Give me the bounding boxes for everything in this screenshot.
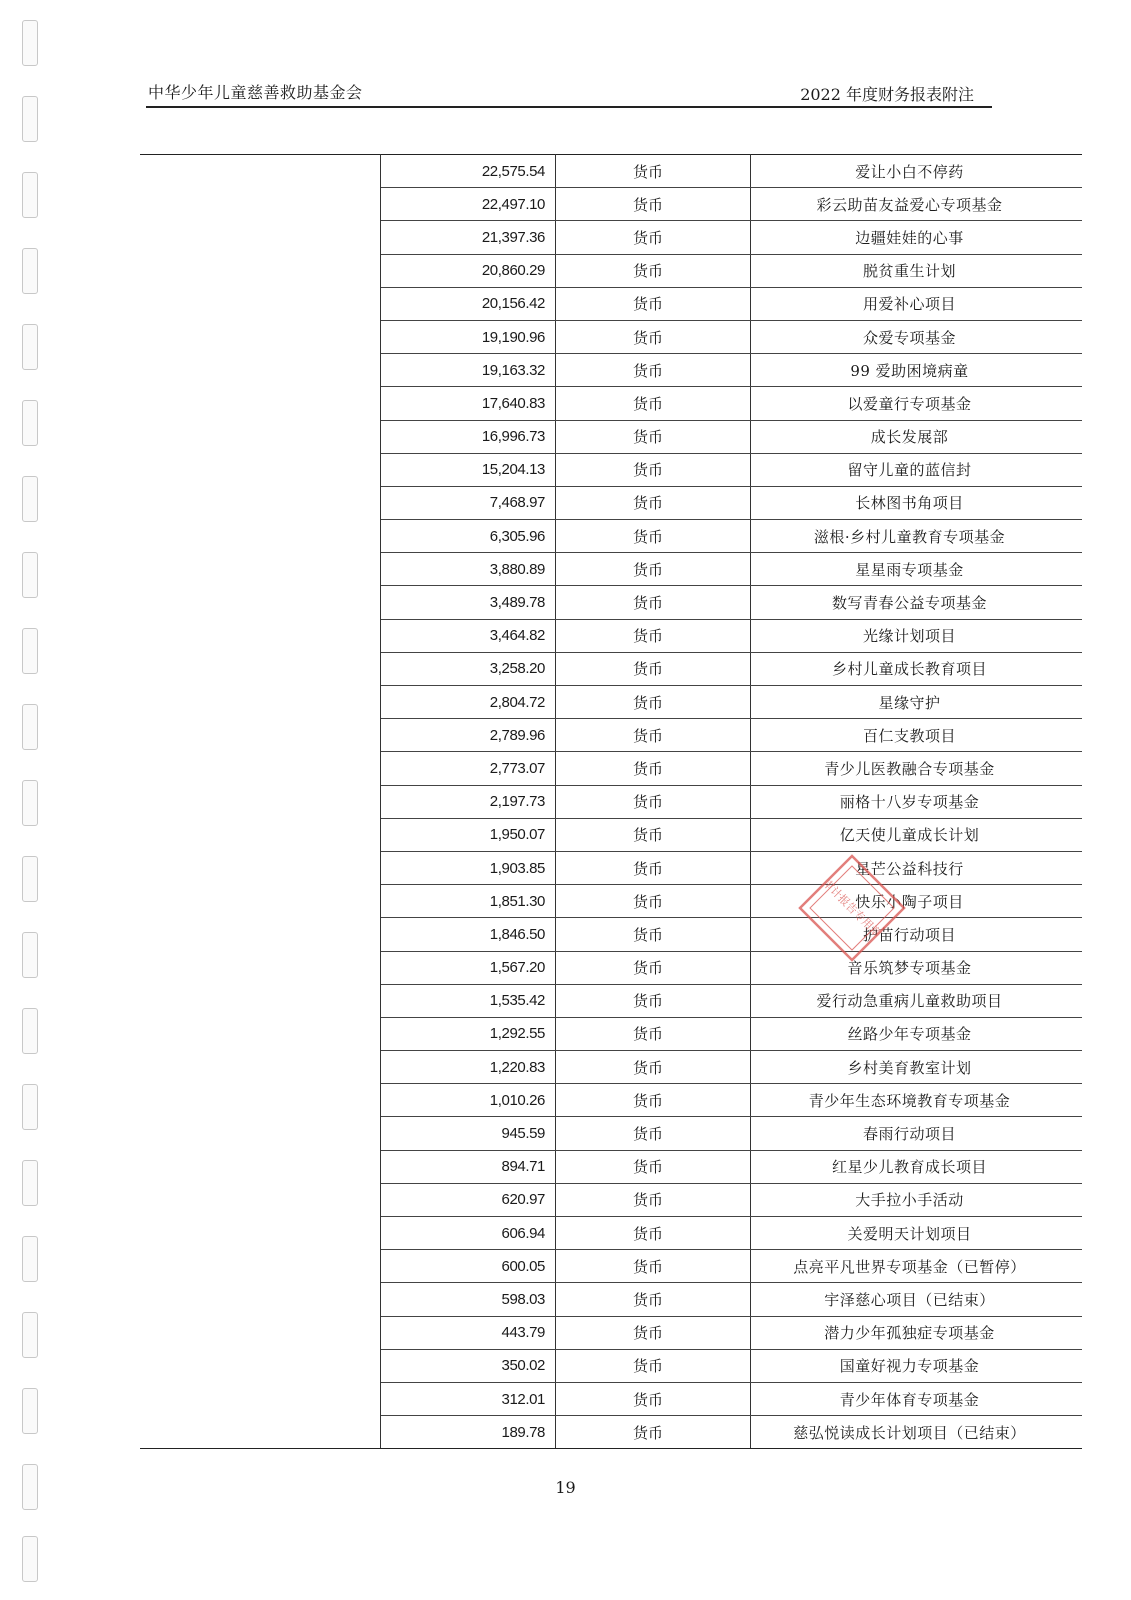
project-name-cell: 春雨行动项目 [751,1117,1083,1150]
table-row [140,520,1082,553]
binding-hole [22,248,38,294]
amount-cell: 1,010.26 [381,1084,556,1117]
binding-hole [22,628,38,674]
asset-type-cell: 货币 [556,851,751,884]
amount-cell: 2,197.73 [381,785,556,818]
project-name-cell: 用爱补心项目 [751,287,1083,320]
project-name-cell: 乡村儿童成长教育项目 [751,652,1083,685]
binding-hole [22,1008,38,1054]
project-name-cell: 留守儿童的蓝信封 [751,453,1083,486]
project-name-cell: 星星雨专项基金 [751,553,1083,586]
amount-cell: 1,535.42 [381,984,556,1017]
project-name-cell: 数写青春公益专项基金 [751,586,1083,619]
table-row [140,420,1082,453]
amount-cell: 443.79 [381,1316,556,1349]
project-name-cell: 丝路少年专项基金 [751,1017,1083,1050]
asset-type-cell: 货币 [556,785,751,818]
blank-cell [140,686,381,719]
binding-hole [22,1236,38,1282]
table-row [140,719,1082,752]
table-row [140,885,1082,918]
blank-cell [140,320,381,353]
asset-type-cell: 货币 [556,752,751,785]
asset-type-cell: 货币 [556,553,751,586]
project-name-cell: 音乐筑梦专项基金 [751,951,1083,984]
amount-cell: 21,397.36 [381,221,556,254]
asset-type-cell: 货币 [556,254,751,287]
blank-cell [140,785,381,818]
amount-cell: 1,851.30 [381,885,556,918]
project-name-cell: 众爱专项基金 [751,320,1083,353]
table-row [140,1183,1082,1216]
blank-cell [140,1283,381,1316]
project-name-cell: 星芒公益科技行 [751,851,1083,884]
amount-cell: 189.78 [381,1416,556,1449]
table-row [140,619,1082,652]
blank-cell [140,652,381,685]
table-row [140,586,1082,619]
table-row [140,785,1082,818]
asset-type-cell: 货币 [556,453,751,486]
organization-name: 中华少年儿童慈善救助基金会 [148,83,363,102]
amount-cell: 1,220.83 [381,1051,556,1084]
asset-type-cell: 货币 [556,486,751,519]
amount-cell: 7,468.97 [381,486,556,519]
table-row [140,1084,1082,1117]
project-name-cell: 宇泽慈心项目（已结束） [751,1283,1083,1316]
project-name-cell: 点亮平凡世界专项基金（已暂停） [751,1250,1083,1283]
blank-cell [140,221,381,254]
table-row [140,354,1082,387]
amount-cell: 1,292.55 [381,1017,556,1050]
table-row [140,1316,1082,1349]
project-name-cell: 99 爱助困境病童 [751,354,1083,387]
amount-cell: 350.02 [381,1349,556,1382]
binding-hole [22,172,38,218]
table-row [140,387,1082,420]
binding-hole [22,324,38,370]
table-row [140,1051,1082,1084]
asset-type-cell: 货币 [556,1316,751,1349]
project-name-cell: 成长发展部 [751,420,1083,453]
project-name-cell: 脱贫重生计划 [751,254,1083,287]
asset-type-cell: 货币 [556,1150,751,1183]
amount-cell: 600.05 [381,1250,556,1283]
asset-type-cell: 货币 [556,885,751,918]
amount-cell: 945.59 [381,1117,556,1150]
blank-cell [140,885,381,918]
amount-cell: 620.97 [381,1183,556,1216]
amount-cell: 1,950.07 [381,818,556,851]
page-header [146,80,992,108]
table-row [140,1416,1082,1449]
project-name-cell: 护苗行动项目 [751,918,1083,951]
blank-cell [140,1084,381,1117]
table-row [140,918,1082,951]
binding-hole [22,96,38,142]
table-row [140,1117,1082,1150]
blank-cell [140,719,381,752]
asset-type-cell: 货币 [556,951,751,984]
table-row [140,287,1082,320]
project-name-cell: 爱行动急重病儿童救助项目 [751,984,1083,1017]
project-name-cell: 边疆娃娃的心事 [751,221,1083,254]
amount-cell: 312.01 [381,1382,556,1415]
amount-cell: 606.94 [381,1217,556,1250]
fund-table [140,154,1082,1449]
amount-cell: 3,464.82 [381,619,556,652]
blank-cell [140,354,381,387]
blank-cell [140,486,381,519]
project-name-cell: 青少儿医教融合专项基金 [751,752,1083,785]
table-row [140,1217,1082,1250]
table-row [140,686,1082,719]
binding-hole [22,1084,38,1130]
table-row [140,951,1082,984]
amount-cell: 6,305.96 [381,520,556,553]
table-row [140,851,1082,884]
binding-hole [22,780,38,826]
table-row [140,752,1082,785]
project-name-cell: 以爱童行专项基金 [751,387,1083,420]
binding-hole [22,1536,38,1582]
amount-cell: 16,996.73 [381,420,556,453]
binding-hole [22,932,38,978]
amount-cell: 3,489.78 [381,586,556,619]
asset-type-cell: 货币 [556,420,751,453]
project-name-cell: 关爱明天计划项目 [751,1217,1083,1250]
blank-cell [140,918,381,951]
table-row [140,1382,1082,1415]
asset-type-cell: 货币 [556,652,751,685]
asset-type-cell: 货币 [556,387,751,420]
project-name-cell: 光缘计划项目 [751,619,1083,652]
blank-cell [140,1316,381,1349]
amount-cell: 3,258.20 [381,652,556,685]
project-name-cell: 爱让小白不停药 [751,155,1083,188]
project-name-cell: 百仁支教项目 [751,719,1083,752]
seal-text: 审计报告专用章 [819,876,884,941]
project-name-cell: 亿天使儿童成长计划 [751,818,1083,851]
asset-type-cell: 货币 [556,287,751,320]
amount-cell: 22,575.54 [381,155,556,188]
blank-cell [140,586,381,619]
asset-type-cell: 货币 [556,1017,751,1050]
table-row [140,1283,1082,1316]
blank-cell [140,188,381,221]
page-number: 19 [555,1478,576,1497]
blank-cell [140,752,381,785]
binding-hole [22,704,38,750]
binding-hole [22,1312,38,1358]
amount-cell: 19,190.96 [381,320,556,353]
table-row [140,1349,1082,1382]
amount-cell: 17,640.83 [381,387,556,420]
report-title: 2022 年度财务报表附注 [800,85,974,104]
project-name-cell: 星缘守护 [751,686,1083,719]
blank-cell [140,1416,381,1449]
asset-type-cell: 货币 [556,188,751,221]
binding-hole [22,400,38,446]
binding-hole [22,20,38,66]
blank-cell [140,1117,381,1150]
asset-type-cell: 货币 [556,520,751,553]
amount-cell: 15,204.13 [381,453,556,486]
blank-cell [140,520,381,553]
amount-cell: 20,860.29 [381,254,556,287]
asset-type-cell: 货币 [556,586,751,619]
binding-hole [22,856,38,902]
asset-type-cell: 货币 [556,1084,751,1117]
table-row [140,1150,1082,1183]
asset-type-cell: 货币 [556,686,751,719]
blank-cell [140,818,381,851]
blank-cell [140,155,381,188]
table-row [140,254,1082,287]
amount-cell: 22,497.10 [381,188,556,221]
asset-type-cell: 货币 [556,1217,751,1250]
blank-cell [140,984,381,1017]
asset-type-cell: 货币 [556,1349,751,1382]
amount-cell: 1,567.20 [381,951,556,984]
blank-cell [140,1017,381,1050]
amount-cell: 598.03 [381,1283,556,1316]
binding-hole [22,476,38,522]
binding-holes [22,20,42,1580]
blank-cell [140,387,381,420]
table-row [140,188,1082,221]
blank-cell [140,1051,381,1084]
blank-cell [140,453,381,486]
project-name-cell: 丽格十八岁专项基金 [751,785,1083,818]
project-name-cell: 潜力少年孤独症专项基金 [751,1316,1083,1349]
table-row [140,320,1082,353]
blank-cell [140,1217,381,1250]
binding-hole [22,1160,38,1206]
project-name-cell: 彩云助苗友益爱心专项基金 [751,188,1083,221]
table-row [140,984,1082,1017]
asset-type-cell: 货币 [556,818,751,851]
fund-table-wrapper [140,154,1082,1449]
blank-cell [140,1150,381,1183]
amount-cell: 1,903.85 [381,851,556,884]
asset-type-cell: 货币 [556,1382,751,1415]
binding-hole [22,1388,38,1434]
amount-cell: 2,789.96 [381,719,556,752]
asset-type-cell: 货币 [556,354,751,387]
project-name-cell: 快乐小陶子项目 [751,885,1083,918]
table-row [140,1250,1082,1283]
blank-cell [140,1349,381,1382]
amount-cell: 2,773.07 [381,752,556,785]
asset-type-cell: 货币 [556,1250,751,1283]
asset-type-cell: 货币 [556,918,751,951]
asset-type-cell: 货币 [556,1416,751,1449]
asset-type-cell: 货币 [556,320,751,353]
blank-cell [140,951,381,984]
amount-cell: 894.71 [381,1150,556,1183]
table-row [140,155,1082,188]
table-row [140,486,1082,519]
table-row [140,453,1082,486]
project-name-cell: 乡村美育教室计划 [751,1051,1083,1084]
amount-cell: 1,846.50 [381,918,556,951]
binding-hole [22,552,38,598]
asset-type-cell: 货币 [556,221,751,254]
blank-cell [140,1250,381,1283]
asset-type-cell: 货币 [556,984,751,1017]
table-row [140,221,1082,254]
table-row [140,553,1082,586]
project-name-cell: 长林图书角项目 [751,486,1083,519]
fund-table-body [140,155,1082,1449]
project-name-cell: 慈弘悦读成长计划项目（已结束） [751,1416,1083,1449]
project-name-cell: 青少年体育专项基金 [751,1382,1083,1415]
amount-cell: 19,163.32 [381,354,556,387]
project-name-cell: 国童好视力专项基金 [751,1349,1083,1382]
asset-type-cell: 货币 [556,1283,751,1316]
blank-cell [140,1382,381,1415]
project-name-cell: 大手拉小手活动 [751,1183,1083,1216]
blank-cell [140,420,381,453]
project-name-cell: 红星少儿教育成长项目 [751,1150,1083,1183]
blank-cell [140,287,381,320]
blank-cell [140,254,381,287]
amount-cell: 20,156.42 [381,287,556,320]
blank-cell [140,851,381,884]
project-name-cell: 滋根·乡村儿童教育专项基金 [751,520,1083,553]
blank-cell [140,619,381,652]
table-row [140,652,1082,685]
blank-cell [140,553,381,586]
asset-type-cell: 货币 [556,1183,751,1216]
table-row [140,1017,1082,1050]
amount-cell: 3,880.89 [381,553,556,586]
project-name-cell: 青少年生态环境教育专项基金 [751,1084,1083,1117]
asset-type-cell: 货币 [556,619,751,652]
asset-type-cell: 货币 [556,155,751,188]
asset-type-cell: 货币 [556,1051,751,1084]
blank-cell [140,1183,381,1216]
asset-type-cell: 货币 [556,1117,751,1150]
asset-type-cell: 货币 [556,719,751,752]
table-row [140,818,1082,851]
amount-cell: 2,804.72 [381,686,556,719]
